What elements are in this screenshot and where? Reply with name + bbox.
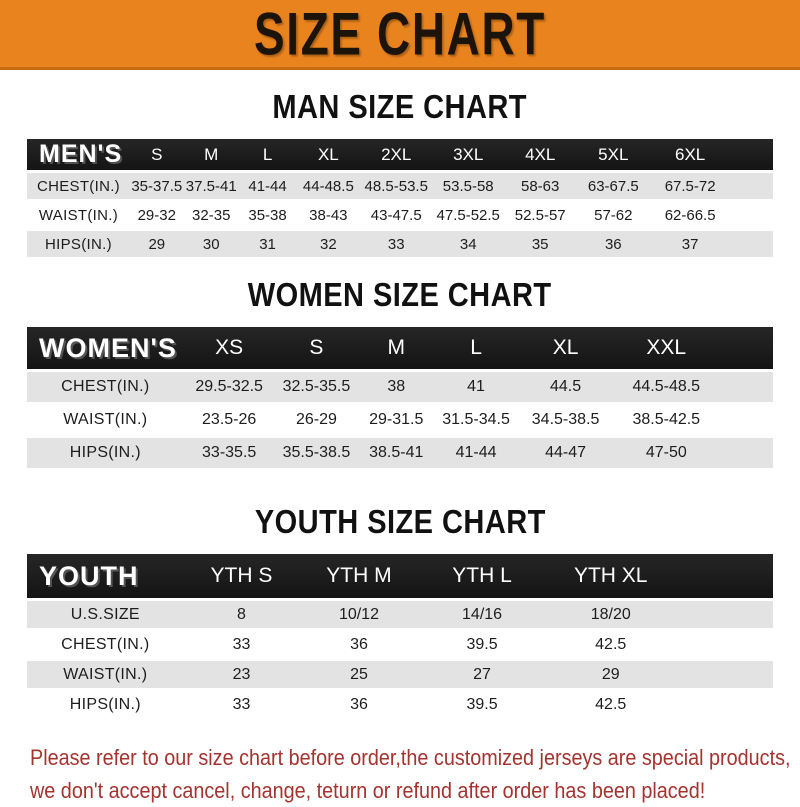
cell: 25 xyxy=(299,661,418,688)
youth-col-header: YTH M xyxy=(299,554,418,598)
cell: 39.5 xyxy=(419,691,546,718)
cell: 29-32 xyxy=(130,202,184,228)
women-section-title xyxy=(0,276,800,314)
cell: 29 xyxy=(130,231,184,257)
cell: 32-35 xyxy=(184,202,239,228)
womens-corner-label: WOMEN'S xyxy=(27,327,184,369)
cell: 8 xyxy=(184,601,300,628)
youth-corner-label: YOUTH xyxy=(27,554,184,598)
women-section-title-text: WOMEN SIZE CHART xyxy=(248,276,552,313)
cell: 67.5-72 xyxy=(651,173,730,199)
table-row xyxy=(27,601,773,628)
table-row xyxy=(27,231,773,257)
cell: 23.5-26 xyxy=(184,405,275,435)
cell: 48.5-53.5 xyxy=(360,173,432,199)
cell: 23 xyxy=(184,661,300,688)
cell: 37 xyxy=(651,231,730,257)
cell: 37.5-41 xyxy=(184,173,239,199)
youth-col-header: YTH XL xyxy=(545,554,676,598)
cell: 18/20 xyxy=(545,601,676,628)
cell: 31 xyxy=(239,231,296,257)
filler-cell xyxy=(719,405,773,435)
cell: 58-63 xyxy=(504,173,576,199)
cell: 38.5-41 xyxy=(358,438,434,468)
filler-cell xyxy=(676,661,773,688)
cell: 36 xyxy=(576,231,651,257)
cell: 36 xyxy=(299,631,418,658)
womens-col-header: L xyxy=(434,327,518,369)
filler-cell xyxy=(719,372,773,402)
footer-line-2: we don't accept cancel, change, teturn or refund after order has been placed! xyxy=(30,778,706,803)
filler-cell xyxy=(730,173,773,199)
mens-col-header: 5XL xyxy=(576,139,651,170)
mens-header-row xyxy=(27,139,773,170)
womens-col-header: XS xyxy=(184,327,275,369)
row-label: CHEST(IN.) xyxy=(27,173,130,199)
cell: 38.5-42.5 xyxy=(613,405,719,435)
cell: 47.5-52.5 xyxy=(432,202,504,228)
mens-col-header: S xyxy=(130,139,184,170)
row-label: CHEST(IN.) xyxy=(27,372,184,402)
cell: 33 xyxy=(360,231,432,257)
table-row xyxy=(27,631,773,658)
size-chart-banner xyxy=(0,0,800,70)
cell: 33 xyxy=(184,691,300,718)
cell: 44.5 xyxy=(518,372,613,402)
row-label: WAIST(IN.) xyxy=(27,405,184,435)
cell: 32.5-35.5 xyxy=(275,372,359,402)
cell: 62-66.5 xyxy=(651,202,730,228)
filler-cell xyxy=(719,438,773,468)
cell: 29.5-32.5 xyxy=(184,372,275,402)
cell: 47-50 xyxy=(613,438,719,468)
table-row xyxy=(27,372,773,402)
row-label: WAIST(IN.) xyxy=(27,202,130,228)
womens-col-header: S xyxy=(275,327,359,369)
filler-cell xyxy=(676,554,773,598)
womens-col-header: M xyxy=(358,327,434,369)
womens-header-row xyxy=(27,327,773,369)
table-row xyxy=(27,691,773,718)
filler-cell xyxy=(676,691,773,718)
cell: 35.5-38.5 xyxy=(275,438,359,468)
cell: 35-37.5 xyxy=(130,173,184,199)
mens-size-table xyxy=(27,136,773,260)
cell: 29-31.5 xyxy=(358,405,434,435)
cell: 10/12 xyxy=(299,601,418,628)
womens-col-header: XXL xyxy=(613,327,719,369)
filler-cell xyxy=(719,327,773,369)
cell: 57-62 xyxy=(576,202,651,228)
cell: 44.5-48.5 xyxy=(613,372,719,402)
man-section-title-text: MAN SIZE CHART xyxy=(272,88,528,125)
row-label: HIPS(IN.) xyxy=(27,438,184,468)
cell: 32 xyxy=(296,231,360,257)
cell: 26-29 xyxy=(275,405,359,435)
youth-section-title xyxy=(0,503,800,541)
cell: 35 xyxy=(504,231,576,257)
table-row xyxy=(27,173,773,199)
row-label: HIPS(IN.) xyxy=(27,231,130,257)
row-label: U.S.SIZE xyxy=(27,601,184,628)
row-label: CHEST(IN.) xyxy=(27,631,184,658)
youth-section-title-text: YOUTH SIZE CHART xyxy=(254,503,546,540)
footer-note xyxy=(30,741,791,807)
cell: 53.5-58 xyxy=(432,173,504,199)
mens-col-header: L xyxy=(239,139,296,170)
mens-col-header: M xyxy=(184,139,239,170)
cell: 31.5-34.5 xyxy=(434,405,518,435)
cell: 41-44 xyxy=(239,173,296,199)
row-label: HIPS(IN.) xyxy=(27,691,184,718)
youth-header-row xyxy=(27,554,773,598)
row-label: WAIST(IN.) xyxy=(27,661,184,688)
cell: 41-44 xyxy=(434,438,518,468)
table-row xyxy=(27,202,773,228)
womens-col-header: XL xyxy=(518,327,613,369)
cell: 44-47 xyxy=(518,438,613,468)
man-section-title xyxy=(0,88,800,126)
cell: 38 xyxy=(358,372,434,402)
filler-cell xyxy=(676,631,773,658)
mens-col-header: 4XL xyxy=(504,139,576,170)
cell: 44-48.5 xyxy=(296,173,360,199)
table-row xyxy=(27,405,773,435)
mens-corner-label: MEN'S xyxy=(27,139,130,170)
youth-size-table xyxy=(27,551,773,721)
cell: 27 xyxy=(419,661,546,688)
mens-col-header: 6XL xyxy=(651,139,730,170)
cell: 42.5 xyxy=(545,631,676,658)
filler-cell xyxy=(730,139,773,170)
cell: 52.5-57 xyxy=(504,202,576,228)
filler-cell xyxy=(730,231,773,257)
cell: 42.5 xyxy=(545,691,676,718)
table-row xyxy=(27,661,773,688)
footer-line-1: Please refer to our size chart before order,the customized jerseys are special products, xyxy=(30,745,791,770)
cell: 29 xyxy=(545,661,676,688)
cell: 39.5 xyxy=(419,631,546,658)
cell: 38-43 xyxy=(296,202,360,228)
cell: 41 xyxy=(434,372,518,402)
cell: 33 xyxy=(184,631,300,658)
cell: 34.5-38.5 xyxy=(518,405,613,435)
womens-size-table xyxy=(27,324,773,471)
filler-cell xyxy=(676,601,773,628)
cell: 36 xyxy=(299,691,418,718)
mens-col-header: 3XL xyxy=(432,139,504,170)
filler-cell xyxy=(730,202,773,228)
table-row xyxy=(27,438,773,468)
cell: 30 xyxy=(184,231,239,257)
cell: 14/16 xyxy=(419,601,546,628)
banner-title: SIZE CHART xyxy=(254,0,546,68)
cell: 43-47.5 xyxy=(360,202,432,228)
cell: 33-35.5 xyxy=(184,438,275,468)
youth-col-header: YTH S xyxy=(184,554,300,598)
cell: 34 xyxy=(432,231,504,257)
cell: 35-38 xyxy=(239,202,296,228)
youth-col-header: YTH L xyxy=(419,554,546,598)
cell: 63-67.5 xyxy=(576,173,651,199)
mens-col-header: 2XL xyxy=(360,139,432,170)
mens-col-header: XL xyxy=(296,139,360,170)
